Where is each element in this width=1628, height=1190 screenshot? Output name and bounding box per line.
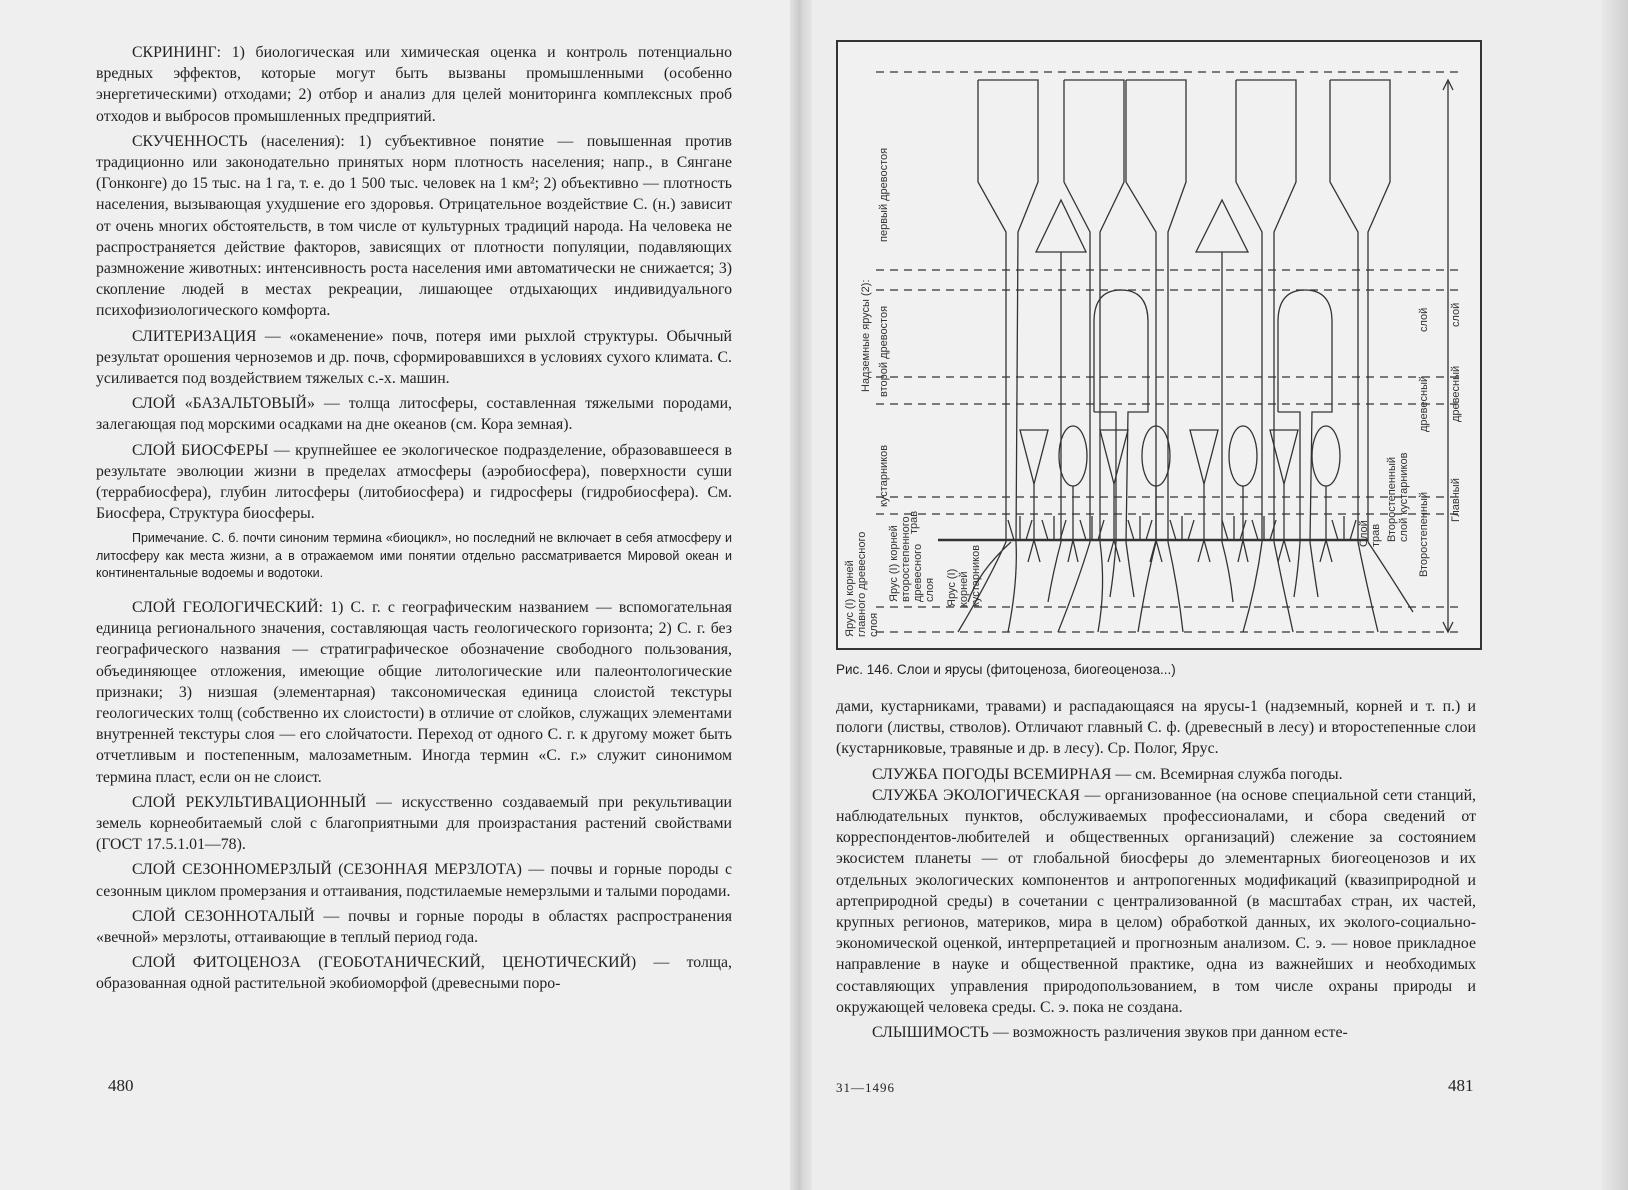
label-drevesny-1: древесный (1418, 375, 1430, 432)
page-number-left: 480 (108, 1076, 134, 1095)
entry-sluzhba-ekol: СЛУЖБА ЭКОЛОГИЧЕСКАЯ — организованное (на основе специальной сети станций, наблюдательных пунктов, обслуживаемых профессионалами, и сбора сведений от корреспондентов-любителей и общественных организаций) слежение за состоянием экосистем планеты — от глобальной биосферы до элементарных биогеоценозов и их отдельных экологических компонентов и антропогенных модификаций (квазиприродной и артеприродной среды) в сочетании с централизованной (в масштабах стран, их частей, крупных регионов, материков, мира в целом) обработкой данных, их эколого-социально-экономической оценкой, интерпретацией и прогнозным анализом. С. э. — новое прикладное направление в науке и общественной практике, одна из важнейших и необходимых составляющих управления природопользованием, в том числе охраны природы и окружающей человека среды. С. э. пока не создана. (836, 786, 1476, 1016)
figure-caption: Рис. 146. Слои и ярусы (фитоценоза, биогеоценоза...) (836, 662, 1176, 677)
entry-slyshimost: СЛЫШИМОСТЬ — возможность различения звуков при данном есте- (872, 1024, 1348, 1042)
label-yarus-korney-glavnogo: Ярус (I) корней главного древесного слоя (844, 531, 880, 637)
entry-skuchennost: СКУЧЕННОСТЬ (населения): 1) субъективное понятие — повышенная против традиционно или законодательно принятых норм плотность населения; напр., в Сянгане (Гонконге) до 15 тыс. на 1 га, т. е. до 1 500 тыс. человек на 1 км²; 2) объективно — плотность населения, вызывающая ухудшение его здоровья. Отрицательное воздействие С. (н.) зависит от очень многих обстоятельств, в том числе от культурных традиций народа. На человека не распространяется действие факторов, зависящих от плотности популяции, подавляющих размножение животных: интенсивность роста населения ими автоматически не снижается; 3) скопление людей в местах рекреации, лишающее отдыхающих индивидуального психофизиологического комфорта. (96, 132, 732, 320)
entry-sloy-sezonnotaly: СЛОЙ СЕЗОННОТАЛЫЙ — почвы и горные породы в областях распространения «вечной» мерзлоты, оттаивающие в теплый период года. (96, 907, 732, 947)
entry-sloy-biosfery: СЛОЙ БИОСФЕРЫ — крупнейшее ее экологическое подразделение, образовавшееся в результате эволюции жизни в пределах атмосферы (аэробиосфера), поверхности суши (террабиосфера), глубин литосферы (литобиосфера) и гидросферы (гидробиосфера). См. Биосфера, Структура биосферы. (96, 441, 732, 523)
label-vtoroy: второй древостоя (878, 305, 890, 397)
entry-sloy-bazalt: СЛОЙ «БАЗАЛЬТОВЫЙ» — толща литосферы, составленная тяжелыми породами, залегающая под морскими осадками на дне океанов (см. Кора земная). (96, 395, 732, 434)
left-text-column (96, 42, 732, 995)
label-trav: трав (908, 510, 920, 534)
label-sloy-trav: Слой трав (1358, 520, 1382, 547)
entry-skrining: СКРИНИНГ: 1) биологическая или химическая оценка и контроль потенциально вредных эффектов, которые могут быть вызваны промышленными (особенно энергетическими) отходами; 2) отбор и анализ для целей мониторинга комплексных проб отходов и выбросов промышленных предприятий. (96, 44, 732, 125)
entry-sloy-fitotsenoza: СЛОЙ ФИТОЦЕНОЗА (ГЕОБОТАНИЧЕСКИЙ, ЦЕНОТИЧЕСКИЙ) — толща, образованная одной растительной экобиоморфой (древесными поро- (96, 954, 732, 993)
label-glavny: Главный (1450, 478, 1462, 522)
page-edge (1602, 0, 1628, 1190)
label-perviy: первый древостоя (878, 147, 890, 242)
label-sloy-1: слой (1418, 307, 1430, 332)
entry-continuation: дами, кустарниками, травами) и распадающаяся на ярусы-1 (надземный, корней и т. п.) и пологи (листвы, стволов). Отличают главный С. ф. (древесный в лесу) и второстепенные слои (кустарниковые, травяные и др. в лесу). Ср. Полог, Ярус. (836, 698, 1476, 758)
label-drevesny-2: древесный (1450, 365, 1462, 422)
label-kustarnikov: кустарников (878, 444, 890, 507)
book-gutter (790, 0, 812, 1190)
label-nadzemnye: Надземные ярусы (2): (860, 279, 872, 392)
entry-sluzhba-pogody: СЛУЖБА ПОГОДЫ ВСЕМИРНАЯ — см. Всемирная служба погоды. (872, 765, 1343, 783)
label-sloy-2: слой (1450, 302, 1462, 327)
entry-sloy-rekult: СЛОЙ РЕКУЛЬТИВАЦИОННЫЙ — искусственно создаваемый при рекультивации земель корнеобитаемый слой с благоприятными для произрастания растений свойствами (ГОСТ 17.5.1.01—78). (96, 793, 732, 854)
figure-layers-diagram (836, 40, 1482, 650)
label-yarus-korney-kust: Ярус (I) корней кустарников (946, 544, 982, 607)
entry-sliterizatsiya: СЛИТЕРИЗАЦИЯ — «окаменение» почв, потеря ими рыхлой структуры. Обычный результат орошения черноземов и др. почв, сформировавшихся в условиях сухого климата. С. усиливается под воздействием тяжелых с.-х. машин. (96, 327, 732, 388)
label-vtorost-sloy-kust: Второстепенный слой кустарников (1386, 452, 1410, 542)
right-text-column (836, 696, 1476, 1043)
entry-sloy-sezonnomerzly: СЛОЙ СЕЗОННОМЕРЗЛЫЙ (СЕЗОННАЯ МЕРЗЛОТА) — почвы и горные породы с сезонным циклом промерзания и оттаивания, подстилаемые немерзлыми и талыми породами. (96, 861, 732, 900)
entry-sloy-geol: СЛОЙ ГЕОЛОГИЧЕСКИЙ: 1) С. г. с географическим названием — вспомогательная единица регионального значения, составляющая часть геологического горизонта; 2) С. г. без географического названия — стратиграфическое обозначение свободного пользования, объединяющее отложения, имеющие общие литологические или палеонтологические признаки; 3) низшая (элементарная) таксономическая единица слоистой текстуры геологических толщ (собственно их слоистости) в отличие от слойков, служащих элементами внутренней текстуры слоя — его слойчатости. Переход от одного С. г. к другому может быть отчетливым и постепенным, малозаметным. Иногда термин «С. г.» служит синонимом термина пласт, если он не слоист. (96, 598, 732, 786)
signature-code: 31—1496 (836, 1080, 895, 1095)
label-vtorostepenny: Второстепенный (1418, 491, 1430, 577)
page-number-right: 481 (1448, 1076, 1474, 1095)
label-yarus-korney-vtorost: Ярус (I) корней второстепенного древесного слоя (888, 516, 936, 602)
note-paragraph: Примечание. С. б. почти синоним термина «биоцикл», но последний не включает в себя атмосферу и литосферу как места жизни, а в отражаемом ими понятии отдельно рассматривается Мировой океан и континентальные водоемы и водотоки. (96, 531, 732, 581)
